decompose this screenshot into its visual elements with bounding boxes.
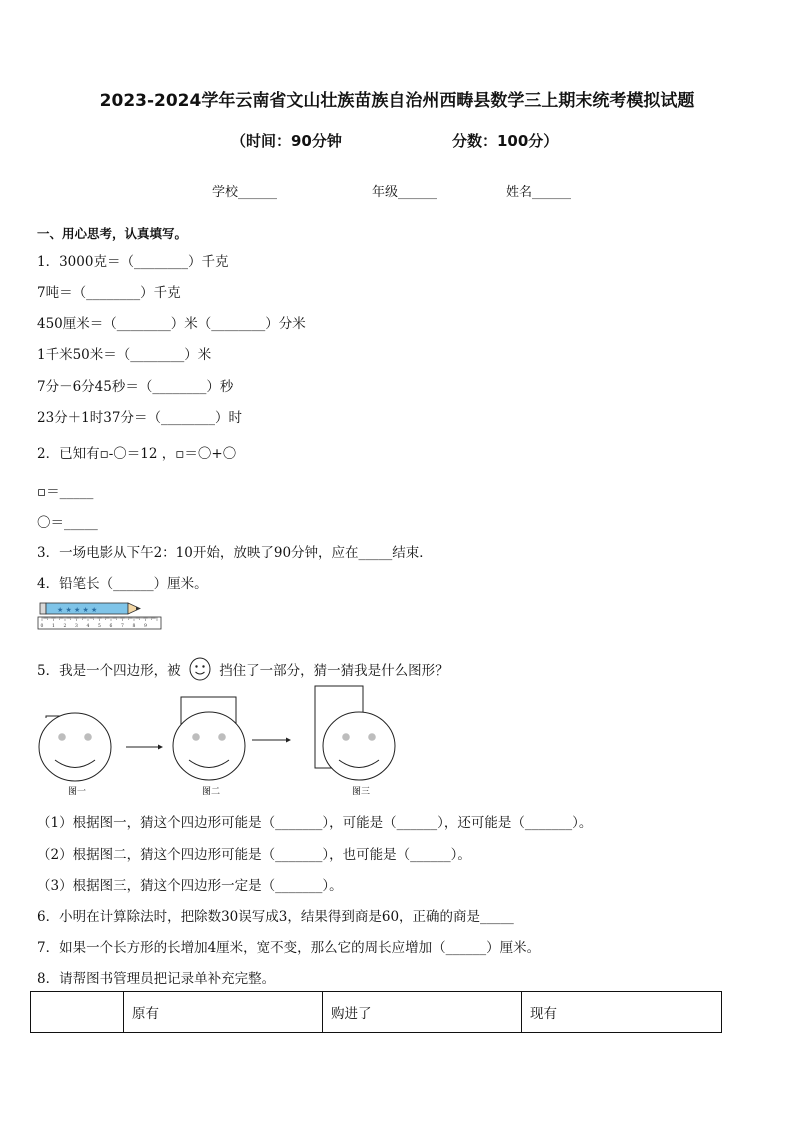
q5-sub3: （3）根据图三，猜这个四边形一定是（_______）。 bbox=[37, 878, 343, 894]
table-header-cell bbox=[31, 992, 124, 1033]
figure-two bbox=[173, 697, 245, 797]
figure-one-label: 图一 bbox=[68, 787, 87, 797]
q1-line-e: 7分－6分45秒＝（________）秒 bbox=[37, 379, 234, 395]
q7-text: 7．如果一个长方形的长增加4厘米，宽不变，那么它的周长应增加（______）厘米。 bbox=[37, 940, 541, 956]
section-heading: 一、用心思考，认真填写。 bbox=[37, 226, 188, 241]
name-field[interactable]: 姓名______ bbox=[506, 185, 572, 200]
q1-line-c: 450厘米＝（________）米（________）分米 bbox=[37, 316, 306, 332]
q2-square-answer: ▫＝_____ bbox=[37, 484, 94, 500]
q2-circle-answer: 〇＝_____ bbox=[37, 515, 98, 531]
q5-figures bbox=[30, 684, 420, 798]
smiley-icon bbox=[189, 657, 211, 681]
q4-text: 4．铅笔长（______）厘米。 bbox=[37, 576, 208, 592]
table-header-cell: 原有 bbox=[124, 992, 323, 1033]
ruler-tick-label: 8 bbox=[132, 624, 136, 629]
ruler-tick-label: 9 bbox=[144, 624, 147, 629]
ruler-tick-label: 7 bbox=[121, 624, 124, 629]
ruler-tick-label: 3 bbox=[75, 624, 78, 629]
q1-line-b: 7吨＝（________）千克 bbox=[37, 285, 181, 301]
pencil-ruler-figure bbox=[37, 601, 163, 631]
figure-three-label: 图三 bbox=[352, 787, 371, 797]
grade-field[interactable]: 年级______ bbox=[372, 185, 438, 200]
q1-line-f: 23分＋1时37分＝（________）时 bbox=[37, 410, 242, 426]
school-field[interactable]: 学校______ bbox=[212, 185, 278, 200]
record-table bbox=[30, 991, 722, 1033]
q5-prompt bbox=[37, 651, 449, 679]
q2-prompt: 2．已知有▫-〇＝12 ，▫＝〇+〇 bbox=[37, 446, 237, 462]
ruler-tick-label: 4 bbox=[86, 624, 90, 629]
exam-score: 分数：100分） bbox=[452, 132, 559, 150]
q3-text: 3．一场电影从下午2：10开始，放映了90分钟，应在_____结束． bbox=[37, 545, 433, 561]
table-header-cell: 购进了 bbox=[323, 992, 522, 1033]
table-row bbox=[31, 992, 722, 1033]
ruler-tick-label: 5 bbox=[98, 624, 101, 629]
figure-three bbox=[315, 686, 395, 797]
q5-prompt-a: 5．我是一个四边形，被 bbox=[37, 663, 181, 679]
ruler-tick-label: 2 bbox=[63, 624, 67, 629]
ruler-tick-label: 0 bbox=[40, 624, 44, 629]
q5-prompt-b: 挡住了一部分，猜一猜我是什么图形？ bbox=[219, 663, 449, 679]
table-header-cell: 现有 bbox=[522, 992, 722, 1033]
q1-line-d: 1千米50米＝（________）米 bbox=[37, 347, 212, 363]
q8-text: 8．请帮图书管理员把记录单补充完整。 bbox=[37, 971, 276, 987]
svg-text:★ ★ ★ ★ ★: ★ ★ ★ ★ ★ bbox=[57, 606, 98, 614]
exam-time: （时间：90分钟 bbox=[231, 132, 342, 150]
figure-two-label: 图二 bbox=[202, 787, 221, 797]
q5-sub1: （1）根据图一，猜这个四边形可能是（_______），可能是（______），还可能是（_______）。 bbox=[37, 815, 593, 831]
q5-sub2: （2）根据图二，猜这个四边形可能是（_______），也可能是（______）。 bbox=[37, 847, 471, 863]
ruler-tick-label: 1 bbox=[52, 624, 55, 629]
pencil-icon bbox=[40, 603, 140, 614]
q1-line-a: 1．3000克＝（________）千克 bbox=[37, 254, 229, 270]
exam-title: 2023-2024学年云南省文山壮族苗族自治州西畴县数学三上期末统考模拟试题 bbox=[99, 91, 695, 111]
ruler-tick-label: 6 bbox=[109, 624, 113, 629]
q6-text: 6．小明在计算除法时，把除数30误写成3，结果得到商是60，正确的商是_____ bbox=[37, 909, 514, 925]
figure-one bbox=[39, 713, 111, 797]
